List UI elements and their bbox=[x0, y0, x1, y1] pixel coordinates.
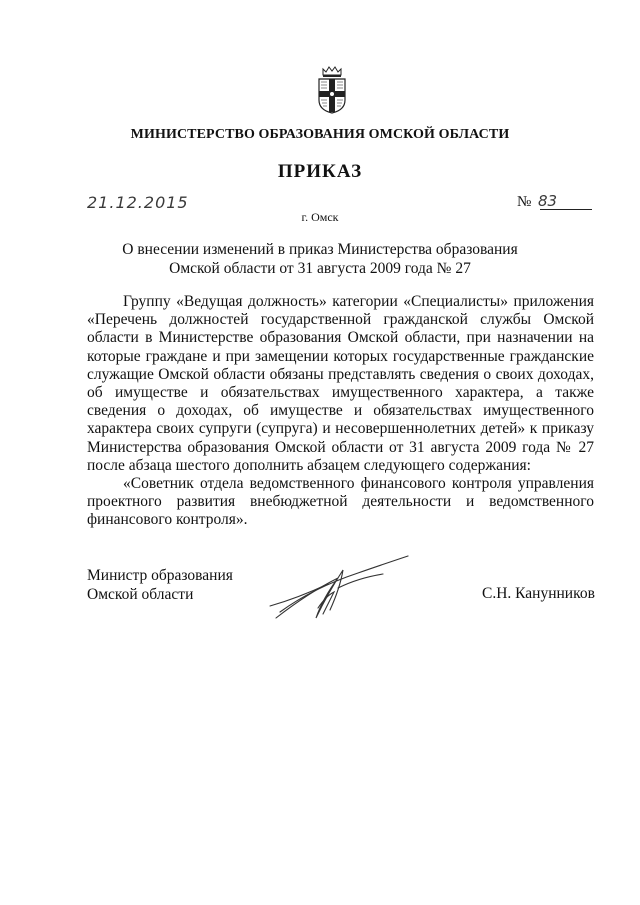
order-body bbox=[87, 293, 594, 530]
body-paragraph-1: Группу «Ведущая должность» категории «Специалисты» приложения «Перечень должностей государственной гражданской службы Омской области в Министерстве образования Омской области, при назначении на которые граждане и при замещении которых государственные гражданские служащие Омской области обязаны представлять сведения о своих доходах, об имуществе и обязательствах имущественного характера, а также сведения о доходах, об имуществе и обязательствах имущественного характера своих супруги (супруга) и несовершеннолетних детей» к приказу Министерства образования Омской области от 31 августа 2009 года № 27 после абзаца шестого дополнить абзацем следующего содержания: bbox=[87, 293, 594, 474]
signatory-position-line-1: Министр образования bbox=[87, 567, 233, 584]
city-label: г. Омск bbox=[301, 210, 339, 224]
handwritten-signature bbox=[268, 548, 418, 628]
subject-line-1: О внесении изменений в приказ Министерства образования bbox=[122, 241, 518, 258]
order-number: 83 bbox=[538, 192, 558, 210]
order-number-label: № bbox=[517, 194, 532, 210]
order-subject bbox=[0, 240, 640, 278]
coat-of-arms-icon bbox=[317, 66, 347, 114]
subject-line-2: Омской области от 31 августа 2009 года № 27 bbox=[169, 260, 471, 277]
document-type-title: ПРИКАЗ bbox=[277, 161, 363, 182]
body-paragraph-2: «Советник отдела ведомственного финансового контроля управления проектного развития внебюджетной деятельности и ведомственного финансового контроля». bbox=[87, 475, 594, 529]
signatory-position bbox=[87, 567, 233, 604]
order-date: 21.12.2015 bbox=[87, 193, 189, 212]
signatory-position-line-2: Омской области bbox=[87, 585, 194, 603]
ministry-title: МИНИСТЕРСТВО ОБРАЗОВАНИЯ ОМСКОЙ ОБЛАСТИ bbox=[130, 127, 510, 142]
signatory-name: С.Н. Канунников bbox=[482, 585, 595, 602]
